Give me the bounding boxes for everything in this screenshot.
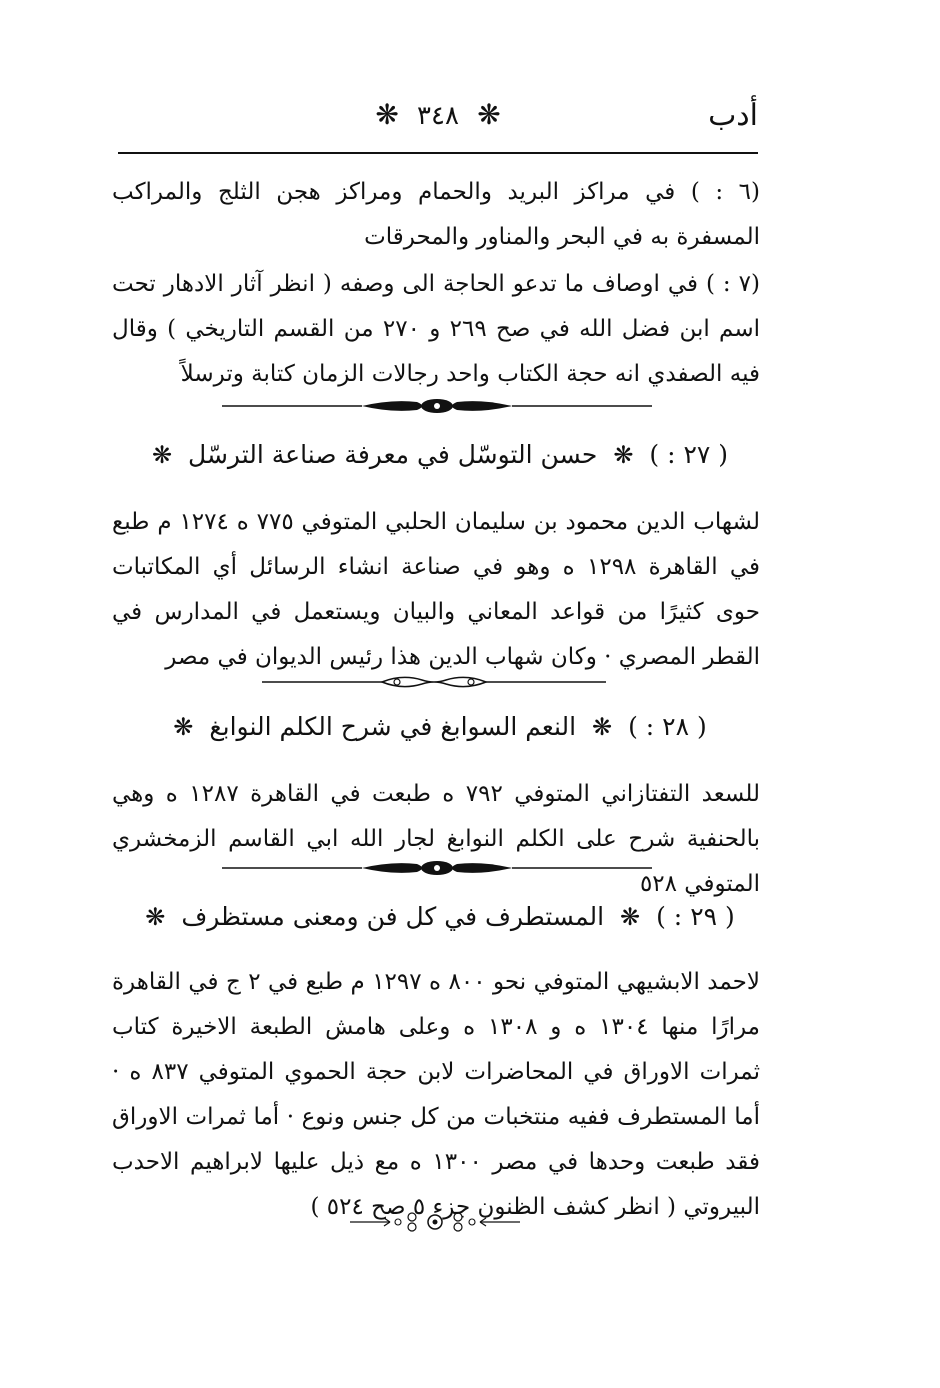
entry-body: لشهاب الدين محمود بن سليمان الحلبي المتوفي ٧٧٥ ه ١٢٧٤ م طبع في القاهرة ١٢٩٨ ه وهو في صناعة انشاء الرسائل أي المكاتبات حوى كثيرًا من قواعد المعاني والبيان ويستعمل في المدارس في القطر المصري · وكان شهاب الدين هذا رئيس الديوان في مصر	[112, 509, 760, 670]
divider-ornament	[222, 396, 652, 416]
note-paragraph: (٧ : ) في اوصاف ما تدعو الحاجة الى وصفه ( انظر آثار الادهار تحت اسم ابن فضل الله في صح ٢٦٩ و ٢٧٠ من القسم التاريخي ) وقال فيه الصفدي انه حجة الكتاب واحد رجالات الزمان كتابة وترسلاً	[112, 271, 761, 387]
entry-number: ( ٢٩ : )	[656, 902, 735, 931]
note-paragraph: (٦ : ) في مراكز البريد والحمام ومراكز هجن الثلج والمراكب المسفرة به في البحر والمناور والمحرقات	[112, 179, 760, 250]
page-header	[118, 98, 758, 142]
ornament-icon: ❋	[620, 903, 641, 931]
entry-title: النعم السوابغ في شرح الكلم النوابغ	[209, 712, 577, 741]
entry-body: لاحمد الابشيهي المتوفي نحو ٨٠٠ ه ١٢٩٧ م طبع في ٢ ج في القاهرة مرارًا منها ١٣٠٤ ه و ١٣٠٨ ه وعلى هامش الطبعة الاخيرة كتاب ثمرات الاوراق في المحاضرات لابن حجة الحموي المتوفي ٨٣٧ ه · أما المستطرف ففيه منتخبات من كل جنس ونوع · أما ثمرات الاوراق فقد طبعت وحدها في مصر ١٣٠٠ ه مع ذيل عليها لابراهيم الاحدب البيروتي ( انظر كشف الظنون جزء ٥ صح ٥٢٤ )	[112, 969, 760, 1220]
ornament-icon: ❋	[145, 903, 166, 931]
entry-heading	[112, 712, 760, 741]
entry-title: حسن التوسّل في معرفة صناعة الترسّل	[188, 440, 598, 469]
ornament-icon: ❋	[477, 98, 501, 131]
header-rule	[118, 152, 758, 154]
page-number: ٣٤٨	[417, 101, 459, 131]
ornament-icon: ❋	[375, 98, 399, 131]
ornament-icon: ❋	[173, 713, 194, 741]
page-number-block	[118, 98, 758, 131]
entry-number: ( ٢٨ : )	[628, 712, 707, 741]
entry-number: ( ٢٧ : )	[649, 440, 729, 469]
running-head: أدب	[708, 98, 758, 133]
entry-heading	[112, 440, 760, 469]
entry-heading	[112, 902, 760, 931]
divider-ornament	[222, 858, 652, 878]
end-ornament-icon	[350, 1210, 520, 1234]
divider-ornament	[262, 672, 606, 692]
entry-body: للسعد التفتازاني المتوفي ٧٩٢ ه طبعت في القاهرة ١٢٨٧ ه وهي بالحنفية شرح على الكلم النوابغ لجار الله ابي القاسم الزمخشري المتوفي ٥٢٨	[112, 781, 760, 897]
ornament-icon: ❋	[151, 441, 173, 469]
ornament-icon: ❋	[592, 713, 613, 741]
ornament-icon: ❋	[613, 441, 634, 469]
entry-title: المستطرف في كل فن ومعنى مستظرف	[181, 902, 605, 931]
